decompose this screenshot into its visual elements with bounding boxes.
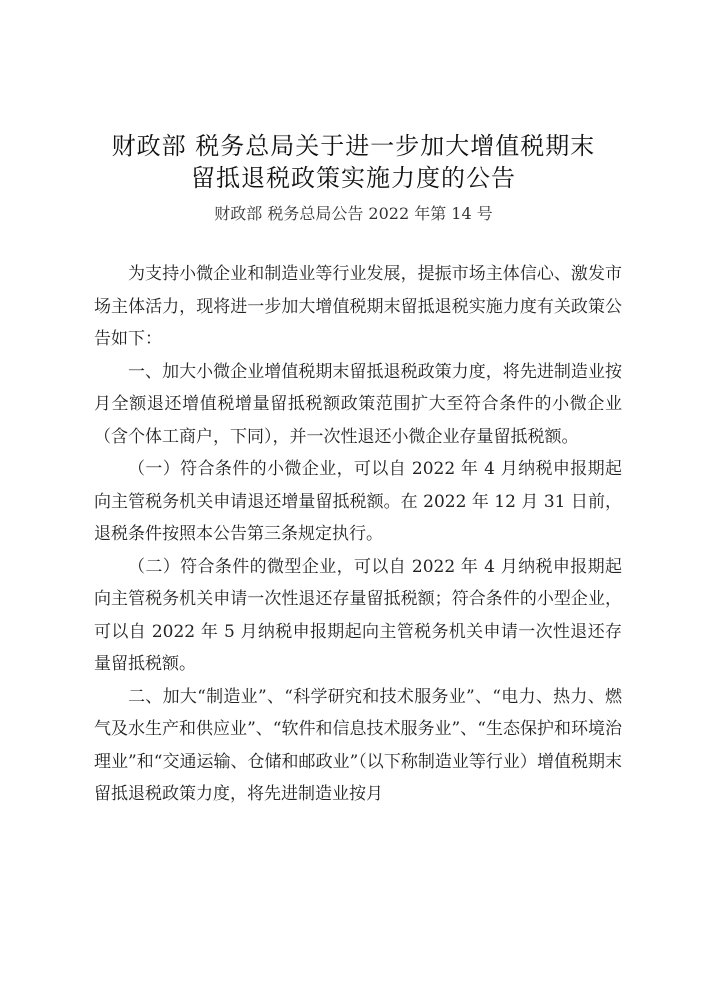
paragraph-intro: 为支持小微企业和制造业等行业发展，提振市场主体信心、激发市场主体活力，现将进一步加大增值税期末留抵退税实施力度有关政策公告如下：: [94, 264, 622, 349]
paragraph-item-2: （二）符合条件的微型企业，可以自 2022 年 4 月纳税申报期起向主管税务机关申请一次性退还存量留抵税额；符合条件的小型企业，可以自 2022 年 5 月纳税申报期起向主管税务机关申请一次性退还存量留抵税额。: [94, 556, 622, 674]
paragraph-article-1: 一、加大小微企业增值税期末留抵退税政策力度，将先进制造业按月全额退还增值税增量留抵税额政策范围扩大至符合条件的小微企业（含个体工商户，下同），并一次性退还小微企业存量留抵税额。: [94, 361, 622, 447]
document-title-line-2: 留抵退税政策实施力度的公告: [191, 164, 516, 192]
paragraph-article-2: 二、加大“制造业”、“科学研究和技术服务业”、“电力、热力、燃气及水生产和供应业”、“软件和信息技术服务业”、“生态保护和环境治理业”和“交通运输、仓储和邮政业”（以下称制造业等行业）增值税期末留抵退税政策力度，将先进制造业按月: [94, 686, 622, 804]
document-number: 财政部 税务总局公告 2022 年第 14 号: [214, 204, 493, 223]
document-title-line-1: 财政部 税务总局关于进一步加大增值税期末: [111, 132, 596, 160]
paragraph-item-1: （一）符合条件的小微企业，可以自 2022 年 4 月纳税申报期起向主管税务机关申请退还增量留抵税额。在 2022 年 12 月 31 日前，退税条件按照本公告第三条规定执行。: [94, 459, 622, 544]
document-body: [94, 258, 622, 811]
